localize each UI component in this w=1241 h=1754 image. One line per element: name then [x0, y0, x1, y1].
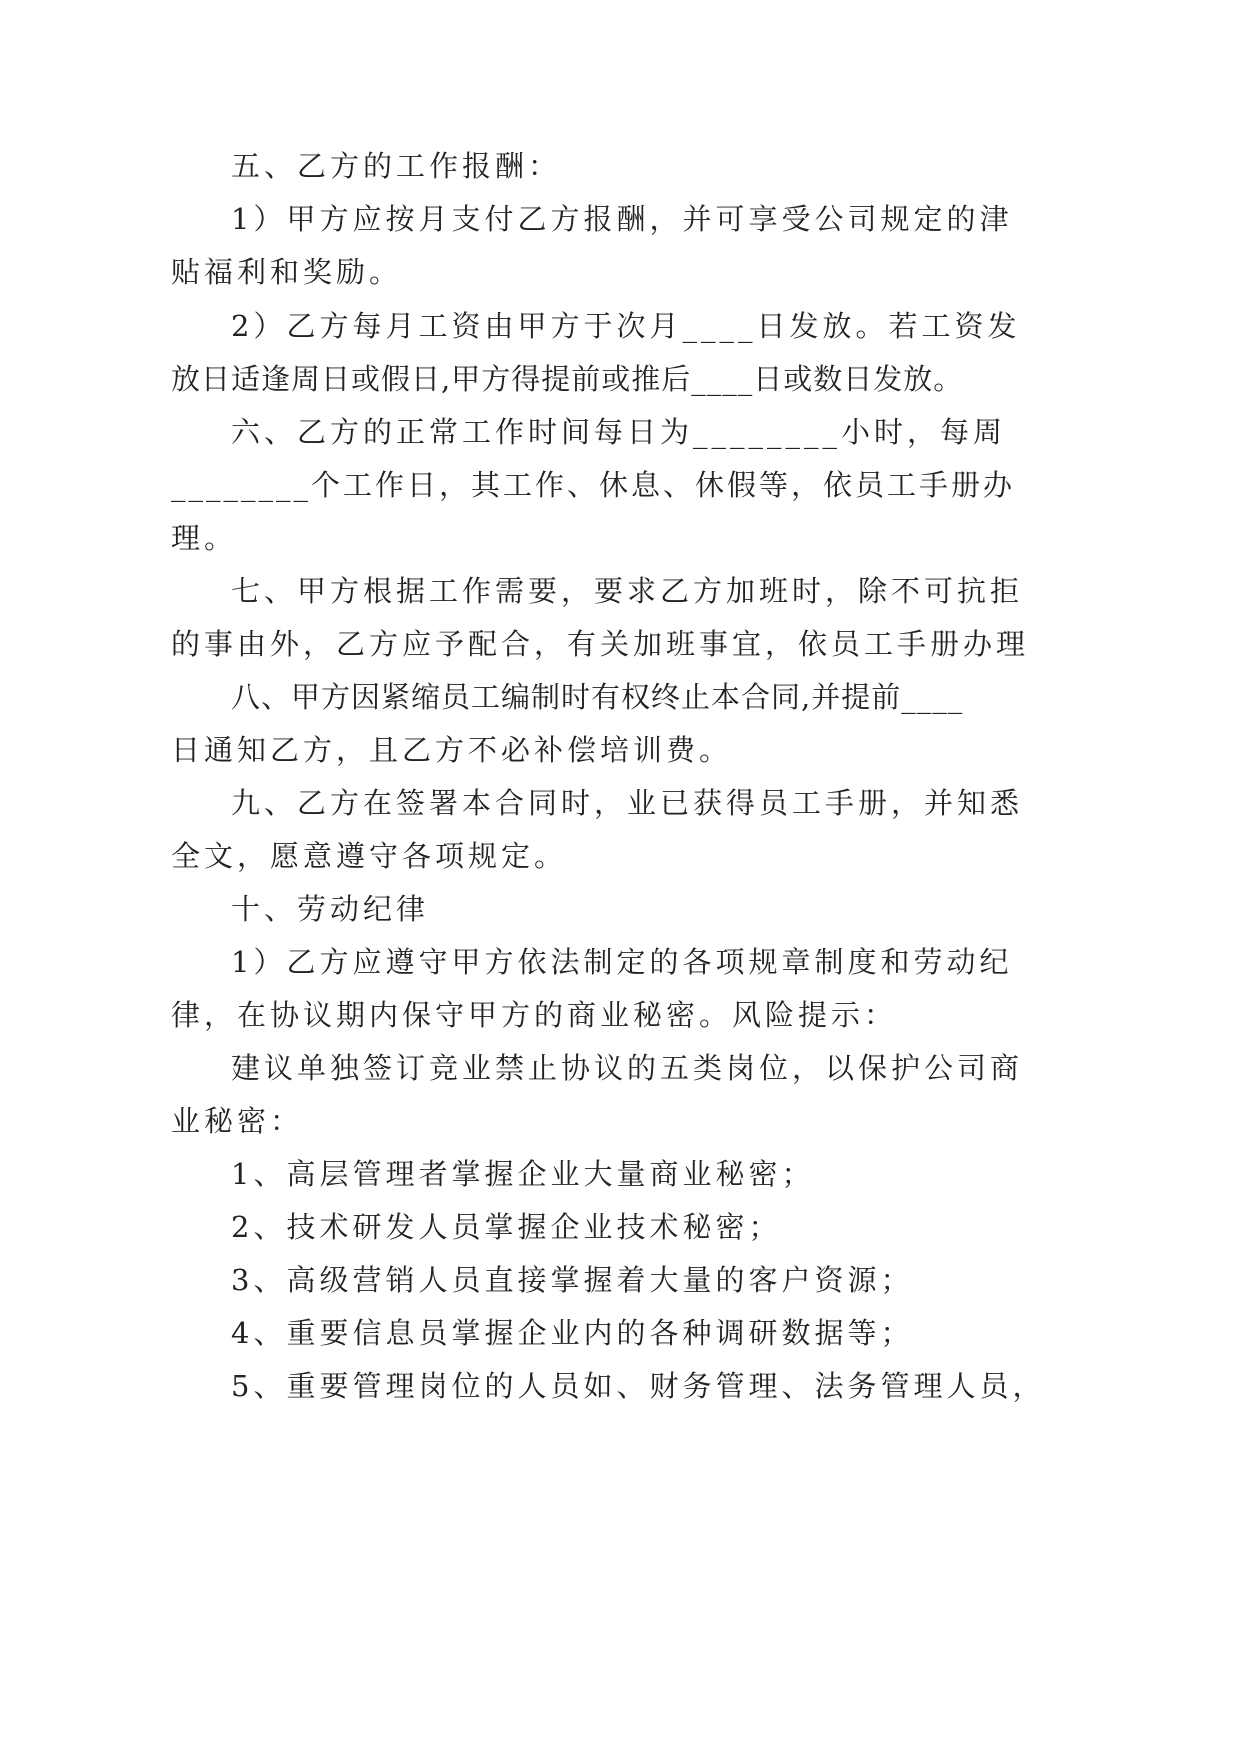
paragraph-line: 的事由外，乙方应予配合，有关加班事宜，依员工手册办理 — [171, 627, 1030, 661]
section-heading-9: 九、乙方在签署本合同时，业已获得员工手册，并知悉 — [231, 786, 1024, 820]
section-heading-5: 五、乙方的工作报酬： — [231, 149, 562, 183]
paragraph-line: ________个工作日，其工作、休息、休假等，依员工手册办 — [171, 468, 1016, 502]
list-item: 5、重要管理岗位的人员如、财务管理、法务管理人员， — [231, 1369, 1046, 1403]
list-item: 3、高级营销人员直接掌握着大量的客户资源； — [231, 1263, 914, 1297]
list-item: 2、技术研发人员掌握企业技术秘密； — [231, 1210, 782, 1244]
paragraph-line: 理。 — [171, 521, 238, 555]
section-heading-7: 七、甲方根据工作需要，要求乙方加班时，除不可抗拒 — [231, 574, 1024, 608]
paragraph-line: 2）乙方每月工资由甲方于次月____日发放。若工资发 — [231, 309, 1021, 343]
paragraph-line: 全文，愿意遵守各项规定。 — [171, 839, 568, 873]
paragraph-line: 建议单独签订竞业禁止协议的五类岗位，以保护公司商 — [231, 1051, 1024, 1085]
list-item: 4、重要信息员掌握企业内的各种调研数据等； — [231, 1316, 914, 1350]
paragraph-line: 律，在协议期内保守甲方的商业秘密。风险提示： — [171, 998, 898, 1032]
paragraph-line: 1）甲方应按月支付乙方报酬，并可享受公司规定的津 — [231, 202, 1013, 236]
paragraph-line: 业秘密： — [171, 1104, 304, 1138]
paragraph-line: 贴福利和奖励。 — [171, 255, 403, 289]
paragraph-line: 日通知乙方，且乙方不必补偿培训费。 — [171, 733, 733, 767]
section-heading-8: 八、甲方因紧缩员工编制时有权终止本合同,并提前____ — [231, 680, 964, 714]
section-heading-6: 六、乙方的正常工作时间每日为________小时，每周 — [231, 415, 1007, 449]
paragraph-line: 1）乙方应遵守甲方依法制定的各项规章制度和劳动纪 — [231, 945, 1013, 979]
paragraph-line: 放日适逢周日或假日,甲方得提前或推后____日或数日发放。 — [171, 362, 964, 396]
section-heading-10: 十、劳动纪律 — [231, 892, 430, 926]
list-item: 1、高层管理者掌握企业大量商业秘密； — [231, 1157, 815, 1191]
